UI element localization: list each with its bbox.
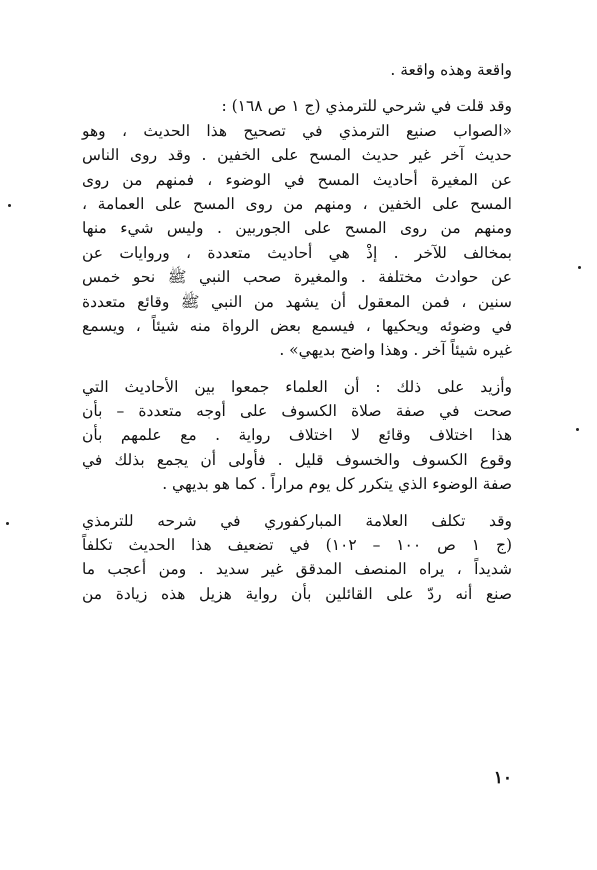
paragraph-gap (82, 82, 512, 94)
text-line: وقد قلت في شرحي للترمذي (ج ١ ص ١٦٨) : (221, 97, 512, 116)
scan-speck (578, 266, 581, 269)
scan-speck (576, 428, 579, 431)
paragraph-2 (82, 94, 512, 362)
text-line: ومنهم من روى المسح على الجوربين . وليس شيء منها (82, 219, 512, 238)
paragraph-gap (82, 497, 512, 509)
text-line: وأزيد على ذلك : أن العلماء جمعوا بين الأحاديث التي (82, 377, 512, 396)
text-line: «الصواب صنيع الترمذي في تصحيح هذا الحديث ، وهو (82, 121, 512, 140)
text-line: شديداً ، يراه المنصف المدقق غير سديد . ومن أعجب ما (82, 560, 512, 579)
text-line: (ج ١ ص ١٠٠ – ١٠٢) في تضعيف هذا الحديث تكلفاً (82, 536, 513, 555)
scan-speck (6, 522, 9, 525)
text-line: عن المغيرة أحاديث المسح في الوضوء ، فمنهم من روى (82, 170, 512, 189)
text-line: بمخالف للآخر . إذْ هي أحاديث متعددة ، وروايات عن (82, 243, 512, 262)
text-line: حديث آخر غير حديث المسح على الخفين . وقد روى الناس (82, 146, 512, 165)
paragraph-1 (82, 58, 512, 82)
text-line: هذا اختلاف وقائع لا اختلاف رواية . مع علمهم بأن (82, 426, 512, 445)
text-line: صفة الوضوء الذي يتكرر كل يوم مراراً . كما هو بديهي . (162, 475, 512, 494)
text-line: وقوع الكسوف والخسوف قليل . فأولى أن يجمع بذلك في (82, 450, 512, 469)
paragraph-3 (82, 375, 512, 497)
text-line: صحت في صفة صلاة الكسوف على أوجه متعددة – بأن (82, 402, 512, 421)
text-line: وقد تكلف العلامة المباركفوري في شرحه للترمذي (82, 511, 512, 530)
page-body (82, 58, 512, 606)
page-number: ١٠ (493, 768, 512, 788)
paragraph-4 (82, 509, 512, 607)
text-line: سنين ، فمن المعقول أن يشهد من النبي ﷺ وقائع متعددة (82, 292, 512, 311)
text-line: غيره شيئاً آخر . وهذا واضح بديهي» . (279, 341, 512, 360)
text-line: في وضوئه ويحكيها ، فيسمع بعض الرواة منه شيئاً ، ويسمع (82, 316, 512, 335)
text-line: صنع أنه ردّ على القائلين بأن رواية هزيل هذه زيادة من (82, 584, 512, 603)
paragraph-gap (82, 363, 512, 375)
scan-speck (8, 204, 11, 207)
text-line: المسح على الخفين ، ومنهم من روى المسح على العمامة ، (82, 194, 512, 213)
text-line: واقعة وهذه واقعة . (390, 61, 512, 79)
text-line: عن حوادث مختلفة . والمغيرة صحب النبي ﷺ نحو خمس (82, 268, 512, 287)
